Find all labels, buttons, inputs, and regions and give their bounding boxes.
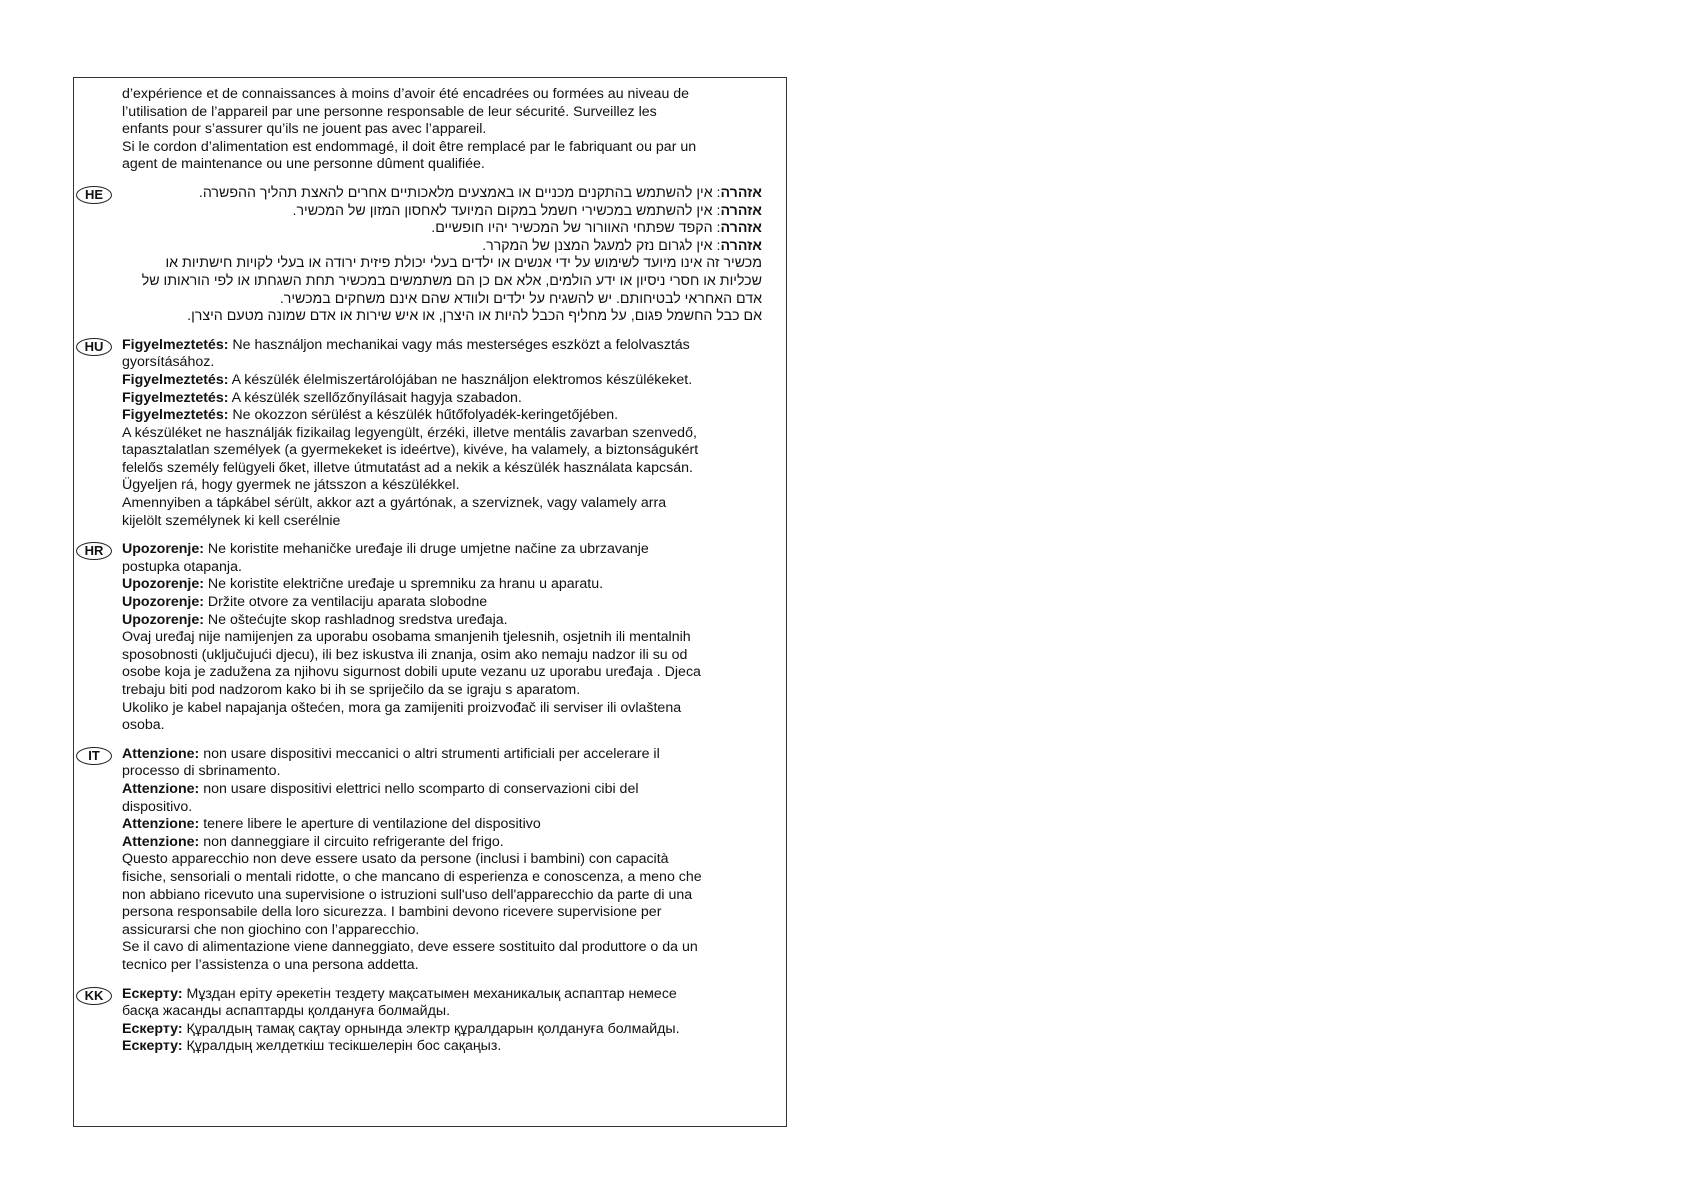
text-line (122, 682, 762, 700)
warning-label: אזהרה (720, 220, 762, 237)
text-line (122, 390, 762, 408)
text-line (122, 1038, 762, 1056)
line-text: Ügyeljen rá, hogy gyermek ne játsszon a készülékkel. (122, 477, 460, 494)
text-line (122, 1003, 762, 1021)
line-text: processo di sbrinamento. (122, 763, 281, 780)
text-line (122, 664, 762, 682)
text-line (122, 1021, 762, 1039)
text-line (122, 460, 762, 478)
line-text: sposobnosti (uključujući djecu), ili bez iskustva ili znanja, osim ako nemaju nadzor ili su od (122, 646, 688, 663)
text-line (122, 220, 762, 238)
language-badge-hr: HR (76, 542, 112, 560)
line-text: persona responsabile della loro sicurezza. I bambini devono ricevere supervisione per (122, 904, 662, 921)
line-text: : הקפד שפתחי האוורור של המכשיר יהיו חופשיים. (431, 220, 721, 237)
text-line (122, 922, 762, 940)
section-kk (84, 985, 762, 1056)
text-line (122, 273, 762, 291)
text-line (122, 986, 762, 1004)
section-it (88, 745, 762, 975)
warning-label: אזהרה (720, 237, 762, 254)
text-line (122, 781, 762, 799)
text-line (122, 139, 762, 157)
language-badge-it: IT (76, 747, 112, 765)
text-line (122, 407, 762, 425)
warning-label: Ескерту: (122, 985, 183, 1002)
text-line (122, 904, 762, 922)
text-line (122, 559, 762, 577)
line-text: non usare dispositivi meccanici o altri strumenti artificiali per accelerare il (199, 745, 660, 762)
document-body (84, 86, 762, 1067)
line-text: Ne használjon mechanikai vagy más mesterséges eszközt a felolvasztás (228, 336, 690, 353)
line-text: dispositivo. (122, 798, 193, 815)
line-text: Ukoliko je kabel napajanja oštećen, mora ga zamijeniti proizvođač ili serviser ili ovlaštena (122, 699, 682, 716)
line-text: assicurarsi che non giochino con l’apparecchio. (122, 921, 420, 938)
text-line (122, 939, 762, 957)
line-text: felelős személy felügyeli őket, illetve útmutatást ad a nekik a készülék használata kapcsán. (122, 459, 693, 476)
line-text: : אין לגרום נזק למעגל המצנן של המקרר. (482, 237, 721, 254)
line-text: Құралдың желдеткіш тесікшелерін бос сақаңыз. (182, 1038, 502, 1055)
line-text: A készüléket ne használják fizikailag legyengült, érzéki, illetve mentális zavarban szenvedő, (122, 424, 697, 441)
line-text: non abbiano ricevuto una supervisione o istruzioni sull'uso dell'apparecchio da parte di una (122, 886, 693, 903)
line-text: אם כבל החשמל פגום, על מחליף הכבל להיות או היצרן, או איש שירות או אדם שמונה מטעם היצרן. (187, 308, 762, 325)
warning-label: Figyelmeztetés: (122, 389, 229, 406)
text-line (122, 203, 762, 221)
text-line (122, 541, 762, 559)
text-line (122, 238, 762, 256)
text-line (122, 291, 762, 309)
warning-label: Upozorenje: (122, 576, 204, 593)
line-text: : אין להשתמש בהתקנים מכניים או באמצעים מלאכותיים אחרים להאצת תהליך ההפשרה. (198, 184, 721, 201)
line-text: non danneggiare il circuito refrigerante del frigo. (199, 833, 504, 850)
text-line (122, 86, 762, 104)
line-text: Ne koristite električne uređaje u spremniku za hranu u aparatu. (203, 576, 604, 593)
line-text: agent de maintenance ou une personne dûment qualifiée. (122, 156, 485, 173)
warning-label: Figyelmeztetés: (122, 336, 229, 353)
line-text: osoba. (122, 717, 165, 734)
warning-label: Upozorenje: (122, 611, 204, 628)
line-text: : אין להשתמש במכשירי חשמל במקום המיועד לאחסון המזון של המכשיר. (292, 202, 721, 219)
line-text: l’utilisation de l’appareil par une personne responsable de leur sécurité. Surveillez les (122, 103, 657, 120)
line-text: Se il cavo di alimentazione viene danneggiato, deve essere sostituito dal produttore o da un (122, 939, 698, 956)
line-text: tenere libere le aperture di ventilazione del dispositivo (199, 816, 541, 833)
line-text: Si le cordon d’alimentation est endommagé, il doit être remplacé par le fabriquant ou par un (122, 138, 697, 155)
text-line (122, 763, 762, 781)
text-line (122, 442, 762, 460)
section-hr (84, 541, 762, 735)
text-line (122, 799, 762, 817)
text-line (122, 308, 762, 326)
text-line (122, 957, 762, 975)
line-text: gyorsításához. (122, 354, 215, 371)
line-text: enfants pour s’assurer qu’ils ne jouent pas avec l’appareil. (122, 121, 487, 138)
line-text: tecnico per l’assistenza o una persona addetta. (122, 956, 419, 973)
text-line (122, 887, 762, 905)
text-line (122, 746, 762, 764)
text-line (122, 594, 762, 612)
warning-label: Attenzione: (122, 816, 200, 833)
warning-label: Attenzione: (122, 780, 200, 797)
warning-label: Upozorenje: (122, 594, 204, 611)
page-frame (73, 77, 787, 1127)
line-text: שכליות או חסרי ניסיון או ידע הולמים, אלא אם כן הם משתמשים במכשיר תחת השגחתו או לפי הוראותו של (141, 272, 762, 289)
text-line (122, 629, 762, 647)
text-line (122, 337, 762, 355)
text-line (122, 425, 762, 443)
text-line (122, 834, 762, 852)
line-text: trebaju biti pod nadzorom kako bi ih se spriječilo da se igraju s aparatom. (122, 682, 581, 698)
text-line (122, 255, 762, 273)
text-line (122, 185, 762, 203)
warning-label: Figyelmeztetés: (122, 371, 229, 388)
section-hu (84, 336, 762, 531)
text-line (122, 717, 762, 735)
line-text: Ne oštećujte skop rashladnog sredstva uređaja. (203, 611, 508, 628)
line-text: d’expérience et de connaissances à moins d’avoir été encadrées ou formées au niveau de (122, 86, 690, 102)
line-text: non usare dispositivi elettrici nello scomparto di conservazioni cibi del (199, 780, 639, 797)
text-line (122, 513, 762, 531)
text-line (122, 700, 762, 718)
text-line (122, 647, 762, 665)
line-text: A készülék élelmiszertárolójában ne használjon elektromos készülékeket. (228, 371, 693, 388)
text-line (122, 121, 762, 139)
text-line (122, 477, 762, 495)
line-text: tapasztalatlan személyek (a gyermekeket is ideértve), kivéve, ha valamely, a biztonságukért (122, 442, 699, 459)
warning-label: Attenzione: (122, 833, 200, 850)
warning-label: Ескерту: (122, 1020, 183, 1037)
warning-label: Ескерту: (122, 1038, 183, 1055)
text-line (122, 816, 762, 834)
line-text: басқа жасанды аспаптарды қолдануға болмайды. (122, 1003, 451, 1020)
line-text: fisiche, sensoriali o mentali ridotte, o che mancano di esperienza e conoscenza, a meno che (122, 868, 702, 885)
line-text: Ovaj uređaj nije namijenjen za uporabu osobama smanjenih tjelesnih, osjetnih ili mentalnih (122, 629, 691, 646)
line-text: Amennyiben a tápkábel sérült, akkor azt a gyártónak, a szerviznek, vagy valamely arra (122, 495, 667, 512)
line-text: A készülék szellőzőnyílásait hagyja szabadon. (228, 389, 522, 406)
text-line (122, 495, 762, 513)
text-line (122, 869, 762, 887)
text-line (122, 372, 762, 390)
warning-label: אזהרה (720, 202, 762, 219)
text-line (122, 104, 762, 122)
language-badge-he: HE (76, 186, 112, 204)
section-fr-cont (122, 86, 762, 174)
line-text: מכשיר זה אינו מיועד לשימוש על ידי אנשים או ילדים בעלי יכולת פיזית ירודה או בעלי לקויות חישתיות או (165, 255, 762, 272)
text-line (122, 576, 762, 594)
text-line (122, 612, 762, 630)
line-text: Držite otvore za ventilaciju aparata slobodne (203, 594, 488, 611)
line-text: Ne okozzon sérülést a készülék hűtőfolyadék-keringetőjében. (228, 407, 619, 424)
line-text: kijelölt személynek ki kell cserélnie (122, 512, 341, 529)
line-text: osobe koja je zadužena za njihovu sigurnost dobili upute vezanu uz uporabu uređaja . Djeca (122, 664, 701, 681)
text-line (122, 851, 762, 869)
line-text: Құралдың тамақ сақтау орнында электр құралдарын қолдануға болмайды. (182, 1020, 680, 1037)
line-text: Ne koristite mehaničke uređaje ili druge umjetne načine za ubrzavanje (203, 541, 649, 558)
warning-label: אזהרה (720, 184, 762, 201)
line-text: postupka otapanja. (122, 558, 242, 575)
warning-label: Upozorenje: (122, 541, 204, 558)
language-badge-kk: KK (76, 987, 112, 1005)
text-line (122, 354, 762, 372)
line-text: Questo apparecchio non deve essere usato da persone (inclusi i bambini) con capacità (122, 851, 669, 868)
line-text: אדם האחראי לבטיחותם. יש להשגיח על ילדים ולוודא שהם אינם משחקים במכשיר. (279, 290, 762, 307)
text-line (122, 156, 762, 174)
warning-label: Figyelmeztetés: (122, 407, 229, 424)
warning-label: Attenzione: (122, 745, 200, 762)
line-text: Мұздан еріту әрекетін тездету мақсатымен механикалық аспаптар немесе (182, 985, 677, 1002)
section-he (84, 184, 762, 326)
language-badge-hu: HU (76, 338, 112, 356)
